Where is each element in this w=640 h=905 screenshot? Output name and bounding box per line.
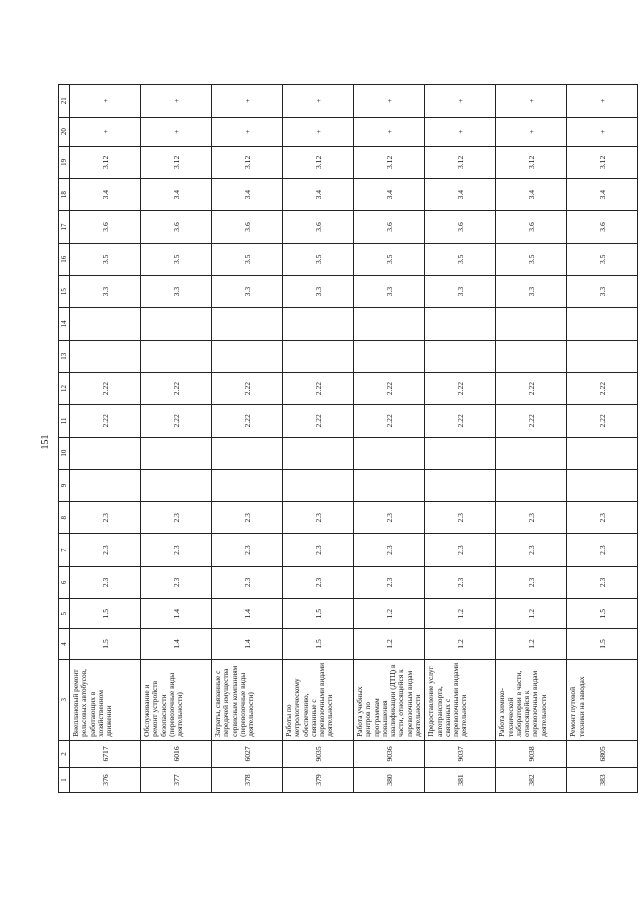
column-header-7: 7	[59, 534, 70, 566]
table-cell-col-2: 9035	[283, 740, 354, 767]
table-cell-col-6: 2.3	[425, 566, 496, 598]
table-cell-col-21: +	[567, 85, 638, 118]
table-cell-col-4: 1.2	[496, 629, 567, 659]
table-cell-col-10	[212, 437, 283, 469]
table-cell-col-9	[496, 469, 567, 501]
column-header-8: 8	[59, 502, 70, 534]
column-header-5: 5	[59, 599, 70, 629]
table-cell-col-6: 2.3	[70, 566, 141, 598]
column-header-3: 3	[59, 659, 70, 740]
table-cell-col-11: 2.22	[212, 405, 283, 437]
rotated-table-container	[58, 84, 607, 793]
table-cell-col-4: 1.5	[283, 629, 354, 659]
table-cell-col-17: 3.6	[496, 211, 567, 243]
table-cell-col-20: +	[70, 117, 141, 146]
table-cell-col-7: 2.3	[141, 534, 212, 566]
table-cell-col-14	[567, 308, 638, 340]
table-cell-col-3: Работы по метрологическому обеспечению, связанные с перевозочными видами деятельности	[283, 659, 354, 740]
data-table	[58, 84, 638, 793]
table-cell-col-9	[70, 469, 141, 501]
table-cell-col-11: 2.22	[567, 405, 638, 437]
column-header-10: 10	[59, 437, 70, 469]
column-header-9: 9	[59, 469, 70, 501]
table-cell-col-16: 3.5	[70, 243, 141, 275]
table-cell-col-1: 378	[212, 767, 283, 792]
table-cell-col-11: 2.22	[70, 405, 141, 437]
column-header-15: 15	[59, 275, 70, 307]
table-cell-col-19: 3.12	[212, 146, 283, 178]
table-cell-col-16: 3.5	[567, 243, 638, 275]
table-cell-col-21: +	[425, 85, 496, 118]
table-cell-col-2: 6717	[70, 740, 141, 767]
table-cell-col-19: 3.12	[141, 146, 212, 178]
table-cell-col-11: 2.22	[425, 405, 496, 437]
table-cell-col-4: 1.4	[212, 629, 283, 659]
table-cell-col-15: 3.3	[212, 275, 283, 307]
table-cell-col-10	[70, 437, 141, 469]
table-cell-col-5: 1.2	[496, 599, 567, 629]
table-cell-col-4: 1.5	[567, 629, 638, 659]
table-cell-col-18: 3.4	[141, 179, 212, 211]
table-cell-col-13	[496, 340, 567, 372]
table-cell-col-7: 2.3	[70, 534, 141, 566]
table-cell-col-20: +	[354, 117, 425, 146]
column-header-20: 20	[59, 117, 70, 146]
table-cell-col-4: 1.2	[354, 629, 425, 659]
table-row	[70, 85, 141, 793]
page-number: 151	[40, 434, 51, 450]
table-cell-col-1: 380	[354, 767, 425, 792]
table-cell-col-18: 3.4	[425, 179, 496, 211]
table-cell-col-4: 1.4	[141, 629, 212, 659]
table-cell-col-12: 2.22	[567, 372, 638, 404]
table-cell-col-10	[354, 437, 425, 469]
table-cell-col-14	[141, 308, 212, 340]
column-header-1: 1	[59, 767, 70, 792]
table-cell-col-8: 2.3	[141, 502, 212, 534]
table-cell-col-12: 2.22	[354, 372, 425, 404]
table-row	[567, 85, 638, 793]
table-cell-col-1: 379	[283, 767, 354, 792]
table-cell-col-10	[567, 437, 638, 469]
table-cell-col-17: 3.6	[425, 211, 496, 243]
table-cell-col-6: 2.3	[567, 566, 638, 598]
table-cell-col-3: Затраты, связанные с передачей имущества сервисным компаниям (перевозочные виды деятельности)	[212, 659, 283, 740]
table-cell-col-2: 9037	[425, 740, 496, 767]
table-cell-col-15: 3.3	[70, 275, 141, 307]
table-cell-col-16: 3.5	[425, 243, 496, 275]
table-cell-col-6: 2.3	[354, 566, 425, 598]
table-cell-col-11: 2.22	[283, 405, 354, 437]
table-cell-col-16: 3.5	[354, 243, 425, 275]
table-row	[141, 85, 212, 793]
table-cell-col-15: 3.3	[141, 275, 212, 307]
table-cell-col-20: +	[283, 117, 354, 146]
table-row	[425, 85, 496, 793]
table-cell-col-21: +	[70, 85, 141, 118]
table-cell-col-15: 3.3	[425, 275, 496, 307]
table-cell-col-15: 3.3	[354, 275, 425, 307]
table-cell-col-12: 2.22	[70, 372, 141, 404]
table-cell-col-16: 3.5	[141, 243, 212, 275]
table-cell-col-21: +	[212, 85, 283, 118]
column-header-18: 18	[59, 179, 70, 211]
table-cell-col-4: 1.2	[425, 629, 496, 659]
table-cell-col-19: 3.12	[354, 146, 425, 178]
table-cell-col-13	[567, 340, 638, 372]
column-header-13: 13	[59, 340, 70, 372]
table-cell-col-5: 1.5	[283, 599, 354, 629]
table-cell-col-19: 3.12	[496, 146, 567, 178]
table-cell-col-6: 2.3	[212, 566, 283, 598]
table-row	[496, 85, 567, 793]
column-header-12: 12	[59, 372, 70, 404]
table-cell-col-8: 2.3	[496, 502, 567, 534]
table-cell-col-7: 2.3	[212, 534, 283, 566]
table-cell-col-21: +	[354, 85, 425, 118]
table-cell-col-3: Работа химико-технической лаборатории в части, относящейся к перевозочным видам деятельности	[496, 659, 567, 740]
table-row	[212, 85, 283, 793]
table-cell-col-14	[283, 308, 354, 340]
table-cell-col-9	[425, 469, 496, 501]
table-cell-col-6: 2.3	[141, 566, 212, 598]
table-cell-col-8: 2.3	[212, 502, 283, 534]
table-cell-col-8: 2.3	[425, 502, 496, 534]
table-cell-col-7: 2.3	[567, 534, 638, 566]
table-cell-col-16: 3.5	[212, 243, 283, 275]
table-cell-col-2: 6805	[567, 740, 638, 767]
table-cell-col-9	[354, 469, 425, 501]
table-cell-col-12: 2.22	[141, 372, 212, 404]
table-cell-col-14	[496, 308, 567, 340]
table-cell-col-16: 3.5	[496, 243, 567, 275]
table-cell-col-3: Работа учебных центров по программам повышения квалификации (ДТЦ) в части, относящейся к перевозочным видам деятельности	[354, 659, 425, 740]
table-cell-col-17: 3.6	[212, 211, 283, 243]
table-body	[70, 85, 638, 793]
table-cell-col-11: 2.22	[141, 405, 212, 437]
table-cell-col-3: Внеплановый ремонт рельсовых автобусов, работающих в хозяйственном движении	[70, 659, 141, 740]
table-cell-col-18: 3.4	[567, 179, 638, 211]
column-header-17: 17	[59, 211, 70, 243]
table-cell-col-20: +	[425, 117, 496, 146]
table-cell-col-8: 2.3	[283, 502, 354, 534]
table-cell-col-17: 3.6	[70, 211, 141, 243]
table-cell-col-16: 3.5	[283, 243, 354, 275]
table-cell-col-6: 2.3	[283, 566, 354, 598]
table-cell-col-10	[425, 437, 496, 469]
table-cell-col-13	[425, 340, 496, 372]
table-cell-col-5: 1.5	[70, 599, 141, 629]
table-cell-col-14	[70, 308, 141, 340]
table-cell-col-18: 3.4	[70, 179, 141, 211]
table-cell-col-15: 3.3	[496, 275, 567, 307]
column-header-16: 16	[59, 243, 70, 275]
table-cell-col-13	[283, 340, 354, 372]
table-cell-col-17: 3.6	[567, 211, 638, 243]
table-cell-col-3: Предоставление услуг автотранспорта, связанных с перевозочными видами деятельности	[425, 659, 496, 740]
document-table-frame	[58, 84, 607, 793]
table-cell-col-9	[212, 469, 283, 501]
column-header-19: 19	[59, 146, 70, 178]
table-cell-col-2: 6027	[212, 740, 283, 767]
table-cell-col-14	[212, 308, 283, 340]
table-cell-col-2: 6016	[141, 740, 212, 767]
table-cell-col-10	[496, 437, 567, 469]
table-cell-col-11: 2.22	[496, 405, 567, 437]
table-cell-col-6: 2.3	[496, 566, 567, 598]
table-cell-col-19: 3.12	[70, 146, 141, 178]
table-cell-col-20: +	[141, 117, 212, 146]
header-row	[59, 85, 70, 793]
column-header-14: 14	[59, 308, 70, 340]
table-cell-col-9	[283, 469, 354, 501]
table-cell-col-13	[354, 340, 425, 372]
table-cell-col-8: 2.3	[354, 502, 425, 534]
table-cell-col-8: 2.3	[567, 502, 638, 534]
table-cell-col-11: 2.22	[354, 405, 425, 437]
table-cell-col-7: 2.3	[354, 534, 425, 566]
table-cell-col-18: 3.4	[212, 179, 283, 211]
table-cell-col-7: 2.3	[425, 534, 496, 566]
column-header-2: 2	[59, 740, 70, 767]
table-cell-col-12: 2.22	[496, 372, 567, 404]
table-cell-col-5: 1.2	[425, 599, 496, 629]
table-cell-col-18: 3.4	[283, 179, 354, 211]
table-cell-col-17: 3.6	[283, 211, 354, 243]
table-cell-col-3: Обслуживание и ремонт устройств безопасности (перевозочные виды деятельности)	[141, 659, 212, 740]
table-cell-col-18: 3.4	[354, 179, 425, 211]
table-cell-col-9	[567, 469, 638, 501]
table-cell-col-18: 3.4	[496, 179, 567, 211]
table-row	[283, 85, 354, 793]
table-cell-col-1: 376	[70, 767, 141, 792]
table-cell-col-17: 3.6	[141, 211, 212, 243]
table-cell-col-10	[283, 437, 354, 469]
table-cell-col-5: 1.4	[212, 599, 283, 629]
table-cell-col-21: +	[141, 85, 212, 118]
table-cell-col-5: 1.5	[567, 599, 638, 629]
table-cell-col-17: 3.6	[354, 211, 425, 243]
column-header-11: 11	[59, 405, 70, 437]
column-header-4: 4	[59, 629, 70, 659]
table-cell-col-15: 3.3	[283, 275, 354, 307]
table-row	[354, 85, 425, 793]
table-cell-col-10	[141, 437, 212, 469]
column-header-6: 6	[59, 566, 70, 598]
table-cell-col-13	[212, 340, 283, 372]
table-cell-col-20: +	[212, 117, 283, 146]
table-cell-col-19: 3.12	[567, 146, 638, 178]
table-cell-col-21: +	[496, 85, 567, 118]
table-cell-col-7: 2.3	[283, 534, 354, 566]
table-cell-col-5: 1.4	[141, 599, 212, 629]
table-cell-col-12: 2.22	[283, 372, 354, 404]
table-cell-col-1: 381	[425, 767, 496, 792]
table-cell-col-14	[354, 308, 425, 340]
table-cell-col-7: 2.3	[496, 534, 567, 566]
table-cell-col-2: 9038	[496, 740, 567, 767]
table-cell-col-13	[70, 340, 141, 372]
table-cell-col-20: +	[567, 117, 638, 146]
table-cell-col-3: Ремонт путевой техники на заводах	[567, 659, 638, 740]
table-cell-col-12: 2.22	[212, 372, 283, 404]
table-cell-col-12: 2.22	[425, 372, 496, 404]
table-cell-col-8: 2.3	[70, 502, 141, 534]
table-cell-col-15: 3.3	[567, 275, 638, 307]
table-cell-col-1: 382	[496, 767, 567, 792]
table-cell-col-14	[425, 308, 496, 340]
column-header-21: 21	[59, 85, 70, 118]
table-cell-col-19: 3.12	[283, 146, 354, 178]
table-cell-col-21: +	[283, 85, 354, 118]
table-cell-col-2: 9036	[354, 740, 425, 767]
table-cell-col-19: 3.12	[425, 146, 496, 178]
table-cell-col-9	[141, 469, 212, 501]
table-cell-col-20: +	[496, 117, 567, 146]
table-cell-col-13	[141, 340, 212, 372]
table-cell-col-4: 1.5	[70, 629, 141, 659]
table-cell-col-1: 377	[141, 767, 212, 792]
table-cell-col-5: 1.2	[354, 599, 425, 629]
table-cell-col-1: 383	[567, 767, 638, 792]
